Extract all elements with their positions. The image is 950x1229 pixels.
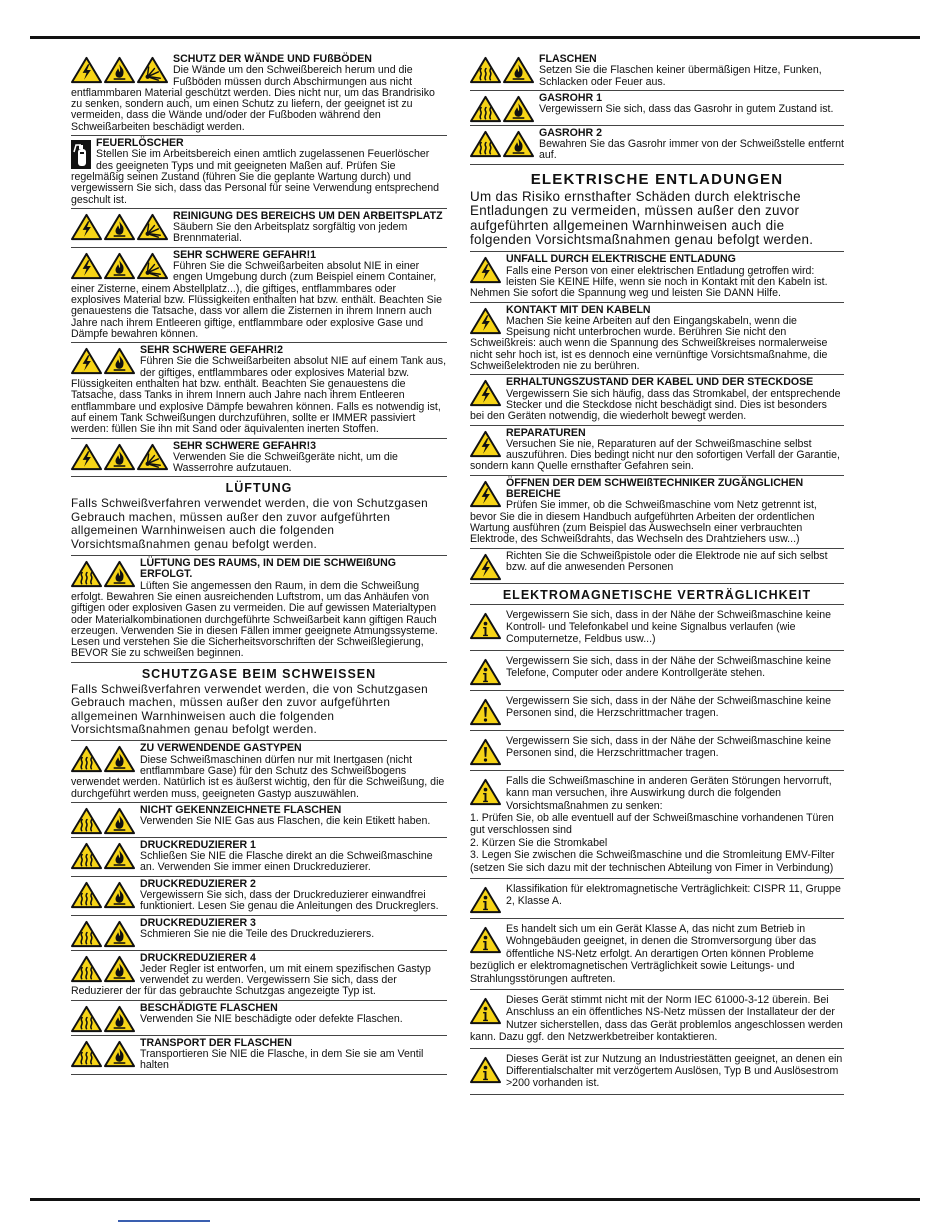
warning-item [71, 741, 447, 802]
warning-item [71, 343, 447, 438]
fumes-hazard-icon [71, 955, 102, 983]
warning-text: Verwenden Sie die Schweißgeräte nicht, um die Wasserrohre aufzutauen. [173, 450, 398, 475]
warning-text: Vergewissern Sie sich, dass das Gasrohr in gutem Zustand ist. [539, 103, 834, 116]
information-icon [470, 612, 501, 640]
fire-hazard-icon [104, 560, 135, 588]
emc-notice [470, 651, 844, 691]
warning-icon-group [71, 920, 135, 948]
warning-icon-group [470, 307, 501, 335]
fire-hazard-icon [104, 807, 135, 835]
left-column [71, 52, 447, 1075]
warning-icon-group [71, 1040, 135, 1068]
warning-title: ÖFFNEN DER DEM SCHWEIßTECHNIKER ZUGÄNGLICHEN BEREICHE [506, 476, 804, 501]
fire-extinguisher-icon [71, 140, 91, 169]
warning-title: TRANSPORT DER FLASCHEN [140, 1036, 292, 1049]
warning-title: UNFALL DURCH ELEKTRISCHE ENTLADUNG [506, 253, 736, 266]
warning-title: SCHUTZ DER WÄNDE UND FUßBÖDEN [173, 53, 372, 65]
warning-exclamation-icon [470, 698, 501, 726]
warning-text: Diese Schweißmaschinen dürfen nur mit Inertgasen (nicht entflammbare Gase) für den Schutz des Schweißbogens verwendet werden. Natürlich ist es äußerst wichtig, den für die Schweißung, die durchgeführt werden muss, geeigneten Gastyp auszuwählen. [71, 753, 445, 800]
warning-item [71, 209, 447, 248]
warning-title: FEUERLÖSCHER [96, 137, 184, 150]
information-icon [470, 926, 501, 954]
warning-icon-group [71, 560, 135, 588]
fire-hazard-icon [104, 745, 135, 773]
electric-hazard-icon [470, 480, 501, 508]
electric-hazard-icon [470, 430, 501, 458]
warning-icon-group [71, 347, 135, 375]
warning-item [71, 248, 447, 343]
emc-notice [470, 691, 844, 731]
electric-hazard-icon [71, 443, 102, 471]
header-rule [30, 36, 920, 39]
warning-title: GASROHR 2 [539, 126, 602, 139]
warning-item [71, 877, 447, 916]
fire-hazard-icon [503, 56, 534, 84]
fumes-hazard-icon [470, 95, 501, 123]
emc-notice [470, 919, 844, 990]
section-block [71, 477, 447, 556]
warning-item [71, 951, 447, 1001]
warning-icon-group [470, 56, 534, 84]
warning-text: Prüfen Sie immer, ob die Schweißmaschine vom Netz getrennt ist, bevor Sie die in diesem Handbuch aufgeführten Arbeiten der ordentlichen Wartung ausführen (zum Beispiel das Auswechseln einer verbrauchten Elektrode, des Schweißdrahts, das Wechseln des Drahtziehers usw...) [470, 499, 817, 546]
warning-icon-group [71, 881, 135, 909]
emc-notice-text: Vergewissern Sie sich, dass in der Nähe der Schweißmaschine keine Kontroll- und Telefonkabel und keine Signalbus verlaufen (wie Computernetze, Feldbus usw...) [506, 608, 832, 646]
warning-title: DRUCKREDUZIERER 3 [140, 916, 256, 929]
electric-hazard-icon [71, 56, 102, 84]
warning-title: BESCHÄDIGTE FLASCHEN [140, 1001, 278, 1014]
warning-exclamation-icon [470, 738, 501, 766]
emc-notice [470, 1049, 844, 1095]
section-title: ELEKTROMAGNETISCHE VERTRÄGLICHKEIT [502, 587, 812, 602]
warning-item [71, 556, 447, 663]
warning-title: LÜFTUNG DES RAUMS, IN DEM DIE SCHWEIßUNG ERFOLGT. [140, 557, 397, 581]
warning-item [470, 252, 844, 302]
warning-text: Vergewissern Sie sich, dass der Druckreduzierer einwandfrei funktioniert. Lesen Sie genau die Anleitungen des Druckreglers. [140, 888, 439, 913]
information-icon [470, 997, 501, 1025]
emc-notice-text: Dieses Gerät stimmt nicht mit der Norm IEC 61000-3-12 überein. Bei Anschluss an ein öffentliches NS-Netz müssen der Installateur der der Nutzer sicherstellen, dass das Gerät problemlos angeschlossen werden kann. Dazu ggf. den Netzwerkbetreiber kontaktieren. [470, 994, 843, 1044]
fire-hazard-icon [104, 56, 135, 84]
explosion-hazard-icon [137, 252, 168, 280]
warning-title: REPARATUREN [506, 426, 586, 439]
fire-hazard-icon [104, 213, 135, 241]
warning-icon-group [470, 130, 534, 158]
section-title: LÜFTUNG [225, 481, 293, 496]
electric-hazard-icon [470, 553, 501, 581]
emc-icon-group [470, 698, 501, 726]
warning-title: FLASCHEN [539, 53, 597, 65]
warning-text: Versuchen Sie nie, Reparaturen auf der Schweißmaschine selbst auszuführen. Dies bedingt nicht nur den sofortigen Verfall der Garantie, sondern kann Quelle ernsthafter Gefahren sein. [470, 437, 840, 473]
warning-text: Führen Sie die Schweißarbeiten absolut NIE auf einem Tank aus, der giftiges, entflammbares oder explosives Material bzw. Flüssigkeiten enthalten hat bzw. enthält. Beachten Sie genauestens die Tatsache, dass Tanks in ihrem Innern auch Jahre nach ihrem Entleeren entflammbare und explosive Dämpfe bewahren können. Falls es notwendig ist, auf einem Tank Schweißungen durchzuführen, sollte er IMMER passiviert werden: füllen Sie ihn mit Sand oder äquivalenten inerten Stoffen. [71, 355, 447, 436]
warning-title: SEHR SCHWERE GEFAHR!1 [173, 248, 317, 261]
emc-notice-text: Falls die Schweißmaschine in anderen Geräten Störungen hervorruft, kann man versuchen, ihre Auswirkung durch die folgenden Vorsichtsmaßnahmen zu senken: [506, 774, 832, 812]
warning-icon-group [71, 443, 168, 471]
warning-icon-group [71, 955, 135, 983]
warning-item [71, 439, 447, 478]
emc-notice [470, 879, 844, 919]
warning-icon-group [71, 1005, 135, 1033]
fire-hazard-icon [104, 347, 135, 375]
warning-title: KONTAKT MIT DEN KABELN [506, 303, 651, 316]
warning-text: Vergewissern Sie sich häufig, dass das Stromkabel, der entsprechende Stecker und die Steckdose nicht beschädigt sind. Dies ist besonders bei den Geräten notwendig, die wiederholt bewegt werden. [470, 387, 841, 423]
fire-hazard-icon [104, 842, 135, 870]
right-column [470, 52, 844, 1095]
fire-hazard-icon [104, 881, 135, 909]
emc-notice [470, 731, 844, 771]
warning-item [470, 52, 844, 91]
warning-item [470, 476, 844, 549]
section-block [71, 663, 447, 742]
warning-item [470, 375, 844, 425]
warning-icon-group [470, 95, 534, 123]
warning-item [470, 426, 844, 476]
emc-list-item: 3. Legen Sie zwischen die Schweißmaschine und die Stromleitung EMV-Filter (setzen Sie sich dazu mit der technischen Abteilung von Fimer in Verbindung) [470, 849, 835, 874]
warning-title: SEHR SCHWERE GEFAHR!3 [173, 439, 317, 452]
warning-title: GASROHR 1 [539, 91, 602, 104]
fire-hazard-icon [104, 443, 135, 471]
emc-icon-group [470, 1056, 501, 1084]
fire-hazard-icon [104, 920, 135, 948]
explosion-hazard-icon [137, 56, 168, 84]
warning-icon-group [71, 252, 168, 280]
warning-icon-group [470, 256, 501, 284]
fumes-hazard-icon [71, 745, 102, 773]
warning-text: Lüften Sie angemessen den Raum, in dem die Schweißung erfolgt. Bewahren Sie einen ausreichenden Luftstrom, um das Anhäufen von giftigen oder explosiven Gasen zu vermeiden. Die auf gewissen Materialtypen oder Materialkombinationen durchgeführte Schweißarbeit kann giftigen Rauch erzeugen. Verwenden Sie in diesen Fällen immer geeignete Atmungssysteme. Lesen und verstehen Sie die Sicherheitsvorschriften der Schweißlegierung, BEVOR Sie zu schweißen beginnen. [71, 579, 438, 660]
emc-notice [470, 990, 844, 1049]
warning-text: Verwenden Sie NIE beschädigte oder defekte Flaschen. [140, 1013, 403, 1026]
warning-text: Schließen Sie NIE die Flasche direkt an die Schweißmaschine an. Verwenden Sie immer einen Druckreduzierer. [140, 850, 433, 874]
warning-text: Jeder Regler ist entworfen, um mit einem spezifischen Gastyp verwendet zu werden. Vergewissern Sie sich, dass der Reduzierer der für das gebrauchte Schutzgas angezeigte Typ ist. [71, 962, 431, 998]
fumes-hazard-icon [71, 881, 102, 909]
electric-hazard-icon [71, 347, 102, 375]
warning-title: SEHR SCHWERE GEFAHR!2 [140, 344, 284, 357]
warning-icon-group [71, 213, 168, 241]
fumes-hazard-icon [71, 807, 102, 835]
fire-hazard-icon [104, 1040, 135, 1068]
electric-hazard-icon [71, 252, 102, 280]
warning-title: ERHALTUNGSZUSTAND DER KABEL UND DER STECKDOSE [506, 376, 814, 389]
emc-notice-text: Klassifikation für elektromagnetische Verträglichkeit: CISPR 11, Gruppe 2, Klasse A. [506, 883, 841, 908]
warning-item [71, 1036, 447, 1075]
fire-hazard-icon [104, 1005, 135, 1033]
information-icon [470, 778, 501, 806]
warning-item [71, 1001, 447, 1036]
warning-text: Richten Sie die Schweißpistole oder die Elektrode nie auf sich selbst bzw. auf die anwesenden Personen [506, 549, 828, 573]
emc-icon-group [470, 612, 501, 640]
warning-title: DRUCKREDUZIERER 4 [140, 951, 256, 964]
fire-hazard-icon [503, 130, 534, 158]
fumes-hazard-icon [470, 56, 501, 84]
fumes-hazard-icon [71, 1005, 102, 1033]
fumes-hazard-icon [71, 560, 102, 588]
fumes-hazard-icon [470, 130, 501, 158]
warning-text: Die Wände um den Schweißbereich herum und die Fußböden müssen durch Abschirmungen aus nicht entflammbaren Material geschützt werden. Dies nicht nur, um das Brandrisiko zu senken, sondern auch, um einen Schutz zu liefern, der geeignet ist zu vermeiden, dass die Wände und/oder der Fußboden während den Schweißarbeiten beschädigt werden. [71, 64, 435, 133]
emc-list-item: 1. Prüfen Sie, ob alle eventuell auf der Schweißmaschine vorhandenen Türen gut verschlossen sind [470, 811, 834, 837]
section-intro: Falls Schweißverfahren verwendet werden, die von Schutzgasen Gebrauch machen, müssen außer den zuvor aufgeführten allgemeinen Warnhinweisen auch die folgenden Vorsichtsmaßnahmen genau befolgt werden. [71, 496, 429, 551]
warning-item [71, 52, 447, 136]
emc-icon-group [470, 997, 501, 1025]
emc-notice-text: Dieses Gerät ist zur Nutzung an Industriestätten geeignet, an denen ein Differentialschalter mit verzögertem Auslösen, Typ B und Auslösestrom >200 vorhanden ist. [506, 1052, 843, 1090]
fire-hazard-icon [104, 252, 135, 280]
warning-title: DRUCKREDUZIERER 2 [140, 877, 256, 890]
electric-hazard-icon [470, 256, 501, 284]
warning-icon-group [71, 807, 135, 835]
warning-icon-group [470, 379, 501, 407]
section-block [470, 584, 844, 605]
electric-hazard-icon [470, 379, 501, 407]
warning-title: REINIGUNG DES BEREICHS UM DEN ARBEITSPLATZ [173, 209, 443, 222]
emc-icon-group [470, 738, 501, 766]
section-title: ELEKTRISCHE ENTLADUNGEN [530, 170, 784, 188]
emc-notice-text: Vergewissern Sie sich, dass in der Nähe der Schweißmaschine keine Personen sind, die Herzschrittmacher tragen. [506, 734, 832, 760]
fumes-hazard-icon [71, 920, 102, 948]
warning-item [71, 803, 447, 838]
warning-text: Säubern Sie den Arbeitsplatz sorgfältig von jedem Brennmaterial. [173, 221, 408, 245]
warning-text: Setzen Sie die Flaschen keiner übermäßigen Hitze, Funken, Schlacken oder Feuer aus. [539, 64, 822, 88]
section-intro: Um das Risiko ernsthafter Schäden durch elektrische Entladungen zu vermeiden, müssen außer den zuvor aufgeführten allgemeinen Warnhinweisen auch die folgenden Vorsichtsmaßnahmen genau befolgt werden. [470, 188, 814, 247]
emc-list-item: 2. Kürzen Sie die Stromkabel [470, 836, 608, 849]
section-block [470, 165, 844, 253]
emc-notice [470, 771, 844, 879]
warning-icon-group [470, 553, 501, 581]
electric-hazard-icon [71, 213, 102, 241]
emc-icon-group [470, 658, 501, 686]
emc-notice-text: Vergewissern Sie sich, dass in der Nähe der Schweißmaschine keine Personen sind, die Herzschrittmacher tragen. [506, 694, 832, 720]
footer-rule [30, 1198, 920, 1201]
warning-text: Machen Sie keine Arbeiten auf den Eingangskabeln, wenn die Speisung nicht unterbrochen wurde. Berühren Sie nicht den Schweißkreis: auch wenn die Spannung des Schweißkreises normalerweise nicht sehr hoch ist, ist es dennoch eine vernünftige Vorsichtsmaßnahme, die Schweißelektroden nie zu berühren. [470, 314, 828, 373]
warning-item [71, 916, 447, 951]
fumes-hazard-icon [71, 1040, 102, 1068]
warning-title: NICHT GEKENNZEICHNETE FLASCHEN [140, 803, 342, 816]
emc-icon-group [470, 778, 501, 806]
warning-icon-group [71, 140, 91, 169]
warning-item [71, 838, 447, 877]
information-icon [470, 1056, 501, 1084]
warning-text: Stellen Sie im Arbeitsbereich einen amtlich zugelassenen Feuerlöscher des geeigneten Typs und mit geeigneten Maßen auf. Prüfen Sie regelmäßig seinen Zustand (führen Sie die geplante Wartung durch) und vergewissern Sie sich, dass das Personal für seine Verwendung entsprechend geschult ist. [71, 148, 440, 206]
information-icon [470, 886, 501, 914]
footer-link-underline [118, 1220, 210, 1222]
warning-title: DRUCKREDUZIERER 1 [140, 838, 256, 851]
electric-hazard-icon [470, 307, 501, 335]
warning-icon-group [71, 745, 135, 773]
information-icon [470, 658, 501, 686]
warning-text: Falls eine Person von einer elektrischen Entladung getroffen wird: leisten Sie KEINE Hilfe, wenn sie noch in Kontakt mit den Kabeln ist. Nehmen Sie sofort die Spannung weg und leisten Sie DANN Hilfe. [470, 264, 828, 300]
section-intro: Falls Schweißverfahren verwendet werden, die von Schutzgasen Gebrauch machen, müssen außer den zuvor aufgeführten allgemeinen Warnhinweisen auch die folgenden Vorsichtsmaßnahmen genau befolgt werden. [71, 681, 429, 736]
emc-notice-text: Es handelt sich um ein Gerät Klasse A, das nicht zum Betrieb in Wohngebäuden geeignet, in denen die Stromversorgung über das öffentliche NS-Netz erfolgt. An derartigen Orten können Probleme bezüglich er elektromagnetischen Verträglichkeit sowie Leitungs- und Strahlungsstörungen auftreten. [470, 923, 817, 985]
warning-item [470, 126, 844, 165]
explosion-hazard-icon [137, 213, 168, 241]
warning-text: Führen Sie die Schweißarbeiten absolut NIE in einer engen Umgebung durch (zum Beispiel einem Container, einer Zisterne, einem Abstellplatz...), die giftiges, entflammbares oder explosives Material bzw. Flüssigkeiten enthalten hat bzw. enthält. Beachten Sie genauestens die Tatsache, dass vor allem die Zisternen in ihrem Innern auch Jahre nach ihrem Entleeren giftige, entflammbare oder explosive Gase und Dämpfe bewahren können. [71, 260, 442, 340]
section-title: SCHUTZGASE BEIM SCHWEISSEN [141, 666, 377, 681]
warning-icon-group [470, 480, 501, 508]
warning-text: Bewahren Sie das Gasrohr immer von der Schweißstelle entfernt auf. [539, 138, 844, 162]
emc-icon-group [470, 886, 501, 914]
warning-icon-group [71, 56, 168, 84]
explosion-hazard-icon [137, 443, 168, 471]
emc-icon-group [470, 926, 501, 954]
warning-title: ZU VERWENDENDE GASTYPEN [140, 742, 302, 755]
warning-item [71, 136, 447, 209]
warning-item [470, 91, 844, 126]
emc-notice [470, 605, 844, 651]
fire-hazard-icon [104, 955, 135, 983]
fire-hazard-icon [503, 95, 534, 123]
warning-text: Verwenden Sie NIE Gas aus Flaschen, die kein Etikett haben. [140, 815, 431, 828]
emc-notice-text: Vergewissern Sie sich, dass in der Nähe der Schweißmaschine keine Telefone, Computer oder andere Kontrollgeräte stehen. [506, 654, 832, 680]
warning-icon-group [71, 842, 135, 870]
warning-icon-group [470, 430, 501, 458]
fumes-hazard-icon [71, 842, 102, 870]
warning-item [470, 549, 844, 584]
warning-item [470, 303, 844, 376]
warning-text: Transportieren Sie NIE die Flasche, in dem Sie sie am Ventil halten [140, 1048, 424, 1072]
warning-text: Schmieren Sie nie die Teile des Druckreduzierers. [140, 927, 375, 940]
